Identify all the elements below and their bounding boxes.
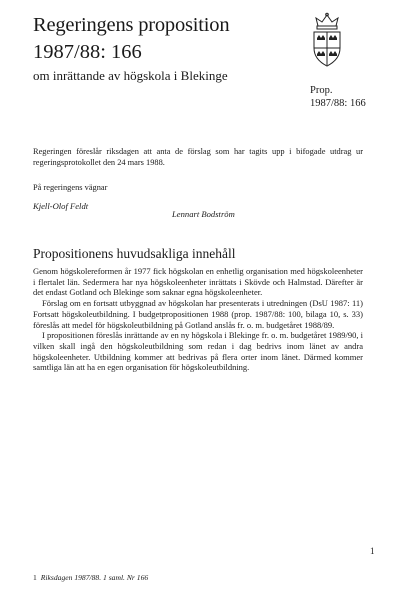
summary-paragraph: Förslag om en fortsatt utbyggnad av högskolan har presenterats i utredningen (DsU 1987: 11) Fortsatt högskoleutbildning. I budgetpropositionen 1988 (prop. 1987/88: 100, bilaga 10, s. 33) föreslås att medel för högskoleutbildning på Gotland anslås fr. o. m. budgetåret 1988/89. — [33, 298, 363, 330]
proposition-subtitle: om inrättande av högskola i Blekinge — [33, 68, 228, 83]
coat-of-arms-icon — [308, 12, 346, 70]
intro-text: Regeringen föreslår riksdagen att anta de förslag som har tagits upp i bifogade utdrag ur regeringsprotokollet den 24 mars 1988. — [33, 147, 363, 167]
page-number: 1 — [370, 546, 375, 556]
signature-feldt: Kjell-Olof Feldt — [33, 201, 89, 211]
prop-label: Prop. — [310, 85, 333, 96]
footer-text: Riksdagen 1987/88. 1 saml. Nr 166 — [40, 573, 149, 582]
summary-paragraph: I propositionen föreslås inrättande av en ny högskola i Blekinge fr. o. m. budgetåret 1989/90, i vilken skall ingå den högskoleutbildning som redan i dag bedrivs inom länet av andra högskoleenheter. Utbildning kommer att bedrivas på flera orter inom länet. Därmed kommer samtliga län att ha en egen organisation för högskoleutbildning. — [33, 330, 363, 373]
footer — [33, 573, 148, 582]
prop-number: 1987/88: 166 — [310, 98, 366, 109]
summary-body — [33, 266, 363, 373]
proposition-title: Regeringens proposition — [33, 14, 230, 36]
footer-number: 1 — [33, 573, 37, 582]
summary-paragraph: Genom högskolereformen år 1977 fick högskolan en enhetlig organisation med högskoleenheter i flertalet län. Sedermera har nya högskoleenheter inrättats i Skövde och Halmstad. Därefter är det endast Gotland och Blekinge som saknar egna högskoleenheter. — [33, 266, 363, 298]
on-behalf-text: På regeringens vägnar — [33, 183, 108, 192]
proposition-number: 1987/88: 166 — [33, 41, 142, 63]
signature-bodstrom: Lennart Bodström — [172, 209, 235, 219]
summary-heading: Propositionens huvudsakliga innehåll — [33, 246, 236, 261]
